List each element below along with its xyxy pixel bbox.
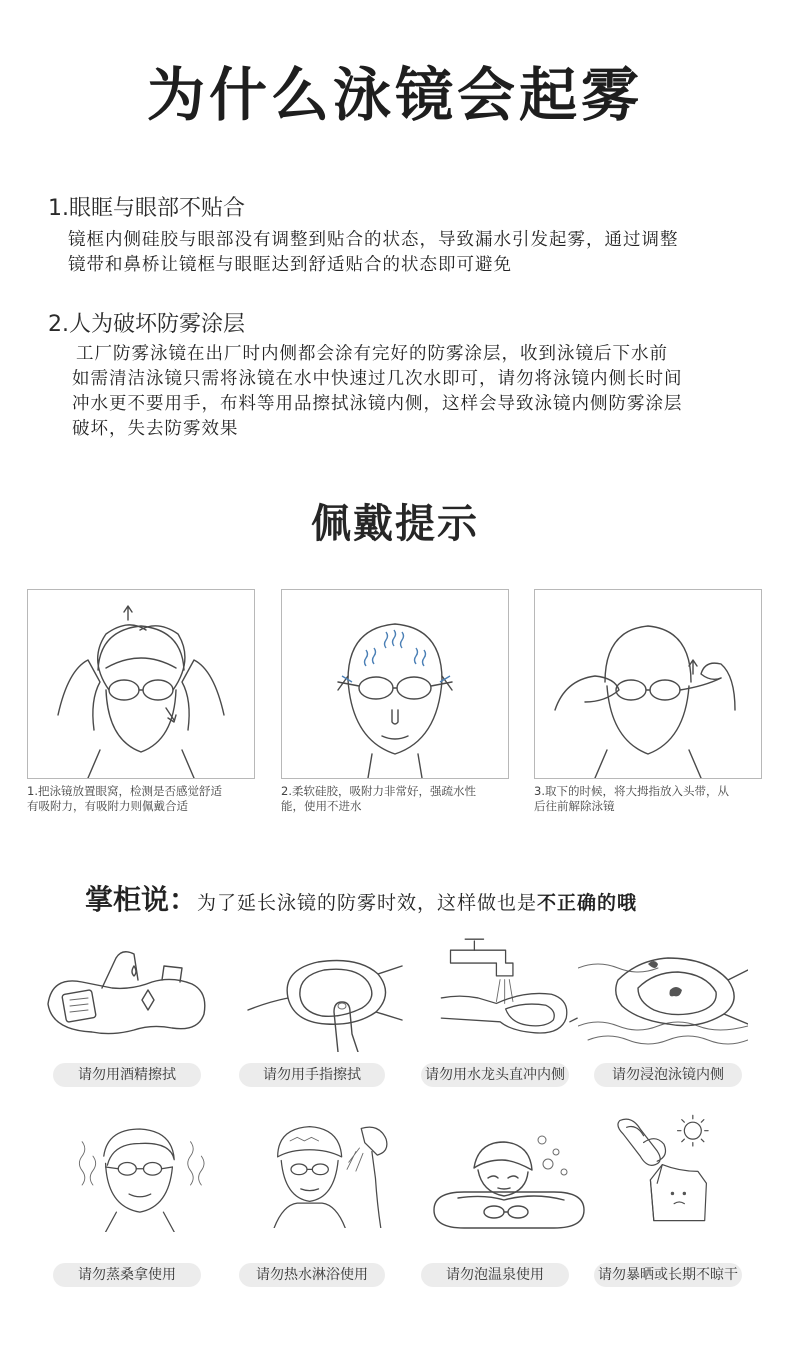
finger-wipe-icon (238, 940, 408, 1052)
dont-1-label: 请勿用酒精擦拭 (53, 1063, 201, 1087)
shower-icon (238, 1116, 408, 1228)
dont-3-label: 请勿用水龙头直冲内侧 (421, 1063, 569, 1087)
reason-1-body (68, 228, 679, 278)
dont-1-illustration (42, 940, 212, 1052)
dont-5-label: 请勿蒸桑拿使用 (53, 1263, 201, 1287)
dont-6-label: 请勿热水淋浴使用 (239, 1263, 385, 1287)
step-1-caption-line-1: 1.把泳镜放置眼窝，检测是否感觉舒适 (27, 784, 222, 798)
dont-7-illustration (424, 1130, 594, 1242)
shopkeeper-note (85, 878, 637, 918)
dont-4-illustration (578, 940, 748, 1052)
tips-title: 佩戴提示 (311, 501, 479, 547)
reason-2-body (72, 342, 683, 442)
step-3-caption-line-1: 3.取下的时候，将大拇指放入头带，从 (534, 784, 729, 798)
dont-3-illustration (416, 930, 586, 1042)
dont-2-illustration (238, 940, 408, 1052)
step-2-caption (281, 784, 476, 814)
reason-2-line-3: 冲水更不要用手，布料等用品擦拭泳镜内侧，这样会导致泳镜内侧防雾涂层 (72, 394, 683, 414)
hot-spring-icon (424, 1130, 594, 1242)
goggles-suction-icon (282, 590, 508, 778)
dont-7-label: 请勿泡温泉使用 (421, 1263, 569, 1287)
dont-4-label: 请勿浸泡泳镜内侧 (594, 1063, 742, 1087)
dont-5-illustration (54, 1120, 224, 1232)
step-1-illustration (27, 589, 255, 779)
shopkeeper-text: 为了延长泳镜的防雾时效，这样做也是 (197, 892, 538, 914)
dont-8-label: 请勿暴晒或长期不晾干 (594, 1263, 742, 1287)
reason-2-line-4: 破坏，失去防雾效果 (72, 419, 239, 439)
step-2-caption-line-1: 2.柔软硅胶，吸附力非常好，强疏水性 (281, 784, 476, 798)
soaking-icon (578, 940, 748, 1052)
reason-1-line-2: 镜带和鼻桥让镜框与眼眶达到舒适贴合的状态即可避免 (68, 255, 512, 275)
faucet-icon (416, 930, 586, 1042)
shopkeeper-label: 掌柜说： (85, 883, 198, 916)
alcohol-bottle-icon (42, 940, 212, 1052)
reason-2-title: 2.人为破坏防雾涂层 (48, 312, 245, 337)
reason-1-line-1: 镜框内侧硅胶与眼部没有调整到贴合的状态，导致漏水引发起雾，通过调整 (68, 230, 679, 250)
dont-8-illustration (590, 1112, 760, 1224)
shopkeeper-emphasis: 不正确的哦 (537, 892, 638, 914)
step-3-caption (534, 784, 729, 814)
sauna-icon (54, 1120, 224, 1232)
step-1-caption (27, 784, 222, 814)
sun-exposure-icon (590, 1112, 760, 1224)
step-3-illustration (534, 589, 762, 779)
reason-2-line-2: 如需清洁泳镜只需将泳镜在水中快速过几次水即可，请勿将泳镜内侧长时间 (72, 369, 683, 389)
dont-2-label: 请勿用手指擦拭 (239, 1063, 385, 1087)
step-1-caption-line-2: 有吸附力，有吸附力则佩戴合适 (27, 799, 188, 813)
reason-1-title: 1.眼眶与眼部不贴合 (48, 196, 245, 221)
goggles-placing-icon (28, 590, 254, 778)
dont-6-illustration (238, 1116, 408, 1228)
step-3-caption-line-2: 后往前解除泳镜 (534, 799, 615, 813)
goggles-removing-icon (535, 590, 761, 778)
step-2-illustration (281, 589, 509, 779)
step-2-caption-line-2: 能，使用不进水 (281, 799, 362, 813)
reason-2-line-1: 工厂防雾泳镜在出厂时内侧都会涂有完好的防雾涂层，收到泳镜后下水前 (76, 344, 668, 364)
page-title: 为什么泳镜会起雾 (146, 61, 643, 129)
